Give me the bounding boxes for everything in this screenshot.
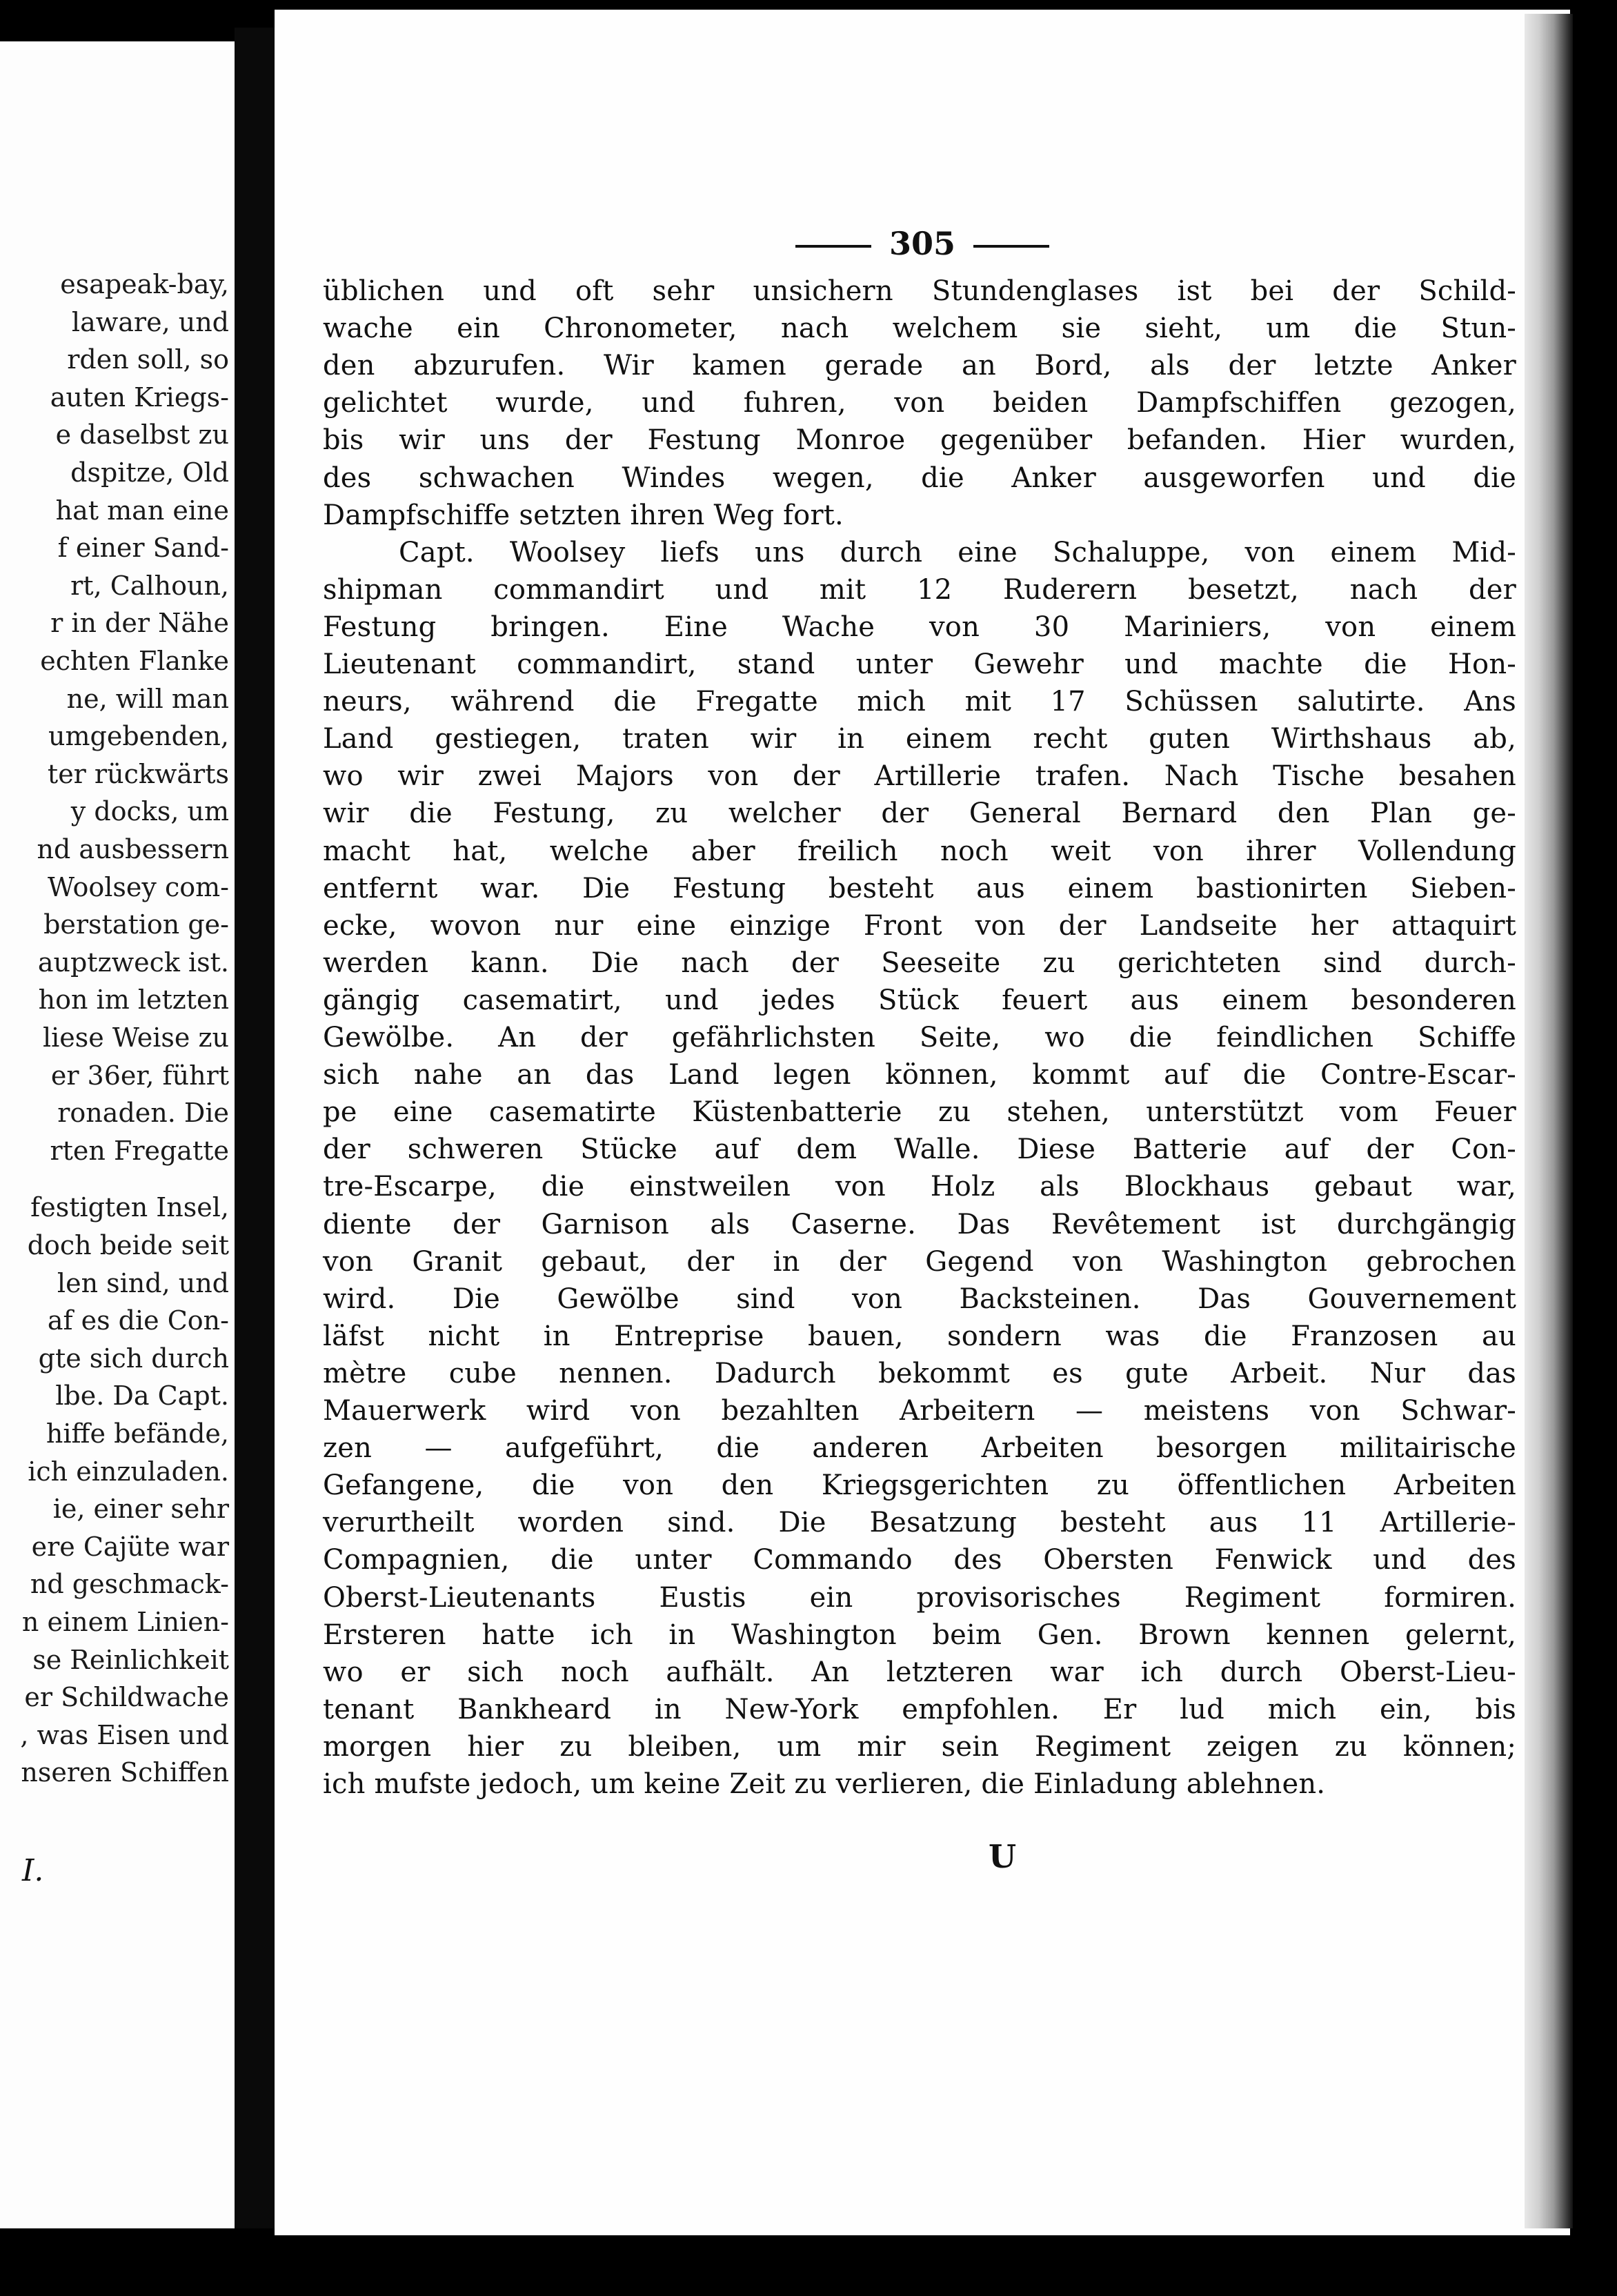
- body-text-line: den abzurufen. Wir kamen gerade an Bord, als der letzte Anker: [323, 350, 1516, 382]
- left-text-line: rden soll, so: [67, 344, 229, 375]
- left-text-line: r in der Nähe: [50, 608, 229, 639]
- left-text-line: ter rückwärts: [47, 758, 229, 789]
- page-header: [275, 225, 1570, 262]
- body-text-line: Lieutenant commandirt, stand unter Gewehr und machte die Hon-: [323, 649, 1516, 680]
- body-text-line: der schweren Stücke auf dem Walle. Diese Batterie auf der Con-: [323, 1134, 1516, 1166]
- body-text-line: verurtheilt worden sind. Die Besatzung besteht aus 11 Artillerie-: [323, 1507, 1516, 1539]
- body-text-line: Mauerwerk wird von bezahlten Arbeitern — meistens von Schwar-: [323, 1395, 1516, 1427]
- left-text-line: Woolsey com-: [48, 871, 229, 902]
- book-gutter: [235, 28, 276, 2228]
- left-text-line: nseren Schiffen: [21, 1757, 229, 1788]
- body-text-line: Dampfschiffe setzten ihren Weg fort.: [323, 499, 844, 531]
- page-edge: [1525, 14, 1573, 2228]
- left-text-line: e daselbst zu: [55, 419, 229, 451]
- left-text-line: , was Eisen und: [20, 1719, 229, 1750]
- left-text-line: laware, und: [71, 306, 229, 337]
- body-text-line: morgen hier zu bleiben, um mir sein Regiment zeigen zu können;: [323, 1730, 1516, 1763]
- body-text-line: diente der Garnison als Caserne. Das Revêtement ist durchgängig: [323, 1208, 1516, 1240]
- left-text-line: doch beide seit: [27, 1230, 229, 1260]
- left-text-line: er 36er, führt: [50, 1060, 229, 1091]
- left-text-line: rt, Calhoun,: [70, 570, 229, 601]
- body-text-line: Compagnien, die unter Commando des Obersten Fenwick und des: [323, 1544, 1516, 1576]
- header-rule-right: [973, 245, 1049, 248]
- body-text-line: wo er sich noch aufhält. An letzteren war ich durch Oberst-Lieu-: [323, 1656, 1516, 1688]
- left-text-line: gte sich durch: [38, 1343, 229, 1374]
- body-text-line: zen — aufgeführt, die anderen Arbeiten besorgen militairische: [323, 1432, 1516, 1465]
- left-text-line: len sind, und: [57, 1267, 229, 1298]
- body-text-line: werden kann. Die nach der Seeseite zu gerichteten sind durch-: [323, 947, 1516, 979]
- left-text-line: lbe. Da Capt.: [55, 1380, 229, 1412]
- left-text-line: nd geschmack-: [30, 1569, 229, 1600]
- body-text-line: wird. Die Gewölbe sind von Backsteinen. Das Gouvernement: [323, 1283, 1516, 1315]
- signature-mark: U: [989, 1838, 1017, 1875]
- body-text-line: Gefangene, die von den Kriegsgerichten zu öffentlichen Arbeiten: [323, 1469, 1516, 1502]
- left-text-line: se Reinlichkeit: [32, 1644, 229, 1675]
- body-text-line: läfst nicht in Entreprise bauen, sondern was die Franzosen au: [323, 1320, 1516, 1352]
- body-text-line: des schwachen Windes wegen, die Anker ausgeworfen und die: [323, 462, 1516, 494]
- body-text-line: pe eine casematirte Küstenbatterie zu stehen, unterstützt vom Feuer: [323, 1096, 1516, 1129]
- left-text-line: hat man eine: [55, 495, 229, 526]
- left-text-line: ich einzuladen.: [28, 1456, 229, 1487]
- body-text-line: Land gestiegen, traten wir in einem recht guten Wirthshaus ab,: [323, 723, 1516, 755]
- body-text-line: Ersteren hatte ich in Washington beim Gen. Brown kennen gelernt,: [323, 1619, 1516, 1651]
- left-page: [0, 41, 235, 2228]
- body-text-line: von Granit gebaut, der in der Gegend von Washington gebrochen: [323, 1245, 1516, 1278]
- left-text-line: f einer Sand-: [57, 533, 229, 564]
- page-number: 305: [889, 225, 956, 262]
- left-text-line: umgebenden,: [48, 721, 229, 752]
- body-text-line: Festung bringen. Eine Wache von 30 Mariniers, von einem: [323, 611, 1516, 643]
- left-text-line: hiffe befände,: [46, 1418, 229, 1449]
- left-text-line: liese Weise zu: [42, 1022, 229, 1053]
- body-text-line: Capt. Woolsey liefs uns durch eine Schaluppe, von einem Mid-: [399, 536, 1516, 568]
- body-text-line: Gewölbe. An der gefährlichsten Seite, wo die feindlichen Schiffe: [323, 1022, 1516, 1053]
- body-text-line: bis wir uns der Festung Monroe gegenüber befanden. Hier wurden,: [323, 424, 1516, 457]
- body-text-line: sich nahe an das Land legen können, kommt auf die Contre-Escar-: [323, 1059, 1516, 1091]
- body-text-line: shipman commandirt und mit 12 Ruderern besetzt, nach der: [323, 573, 1516, 606]
- body-text-line: ecke, wovon nur eine einzige Front von der Landseite her attaquirt: [323, 909, 1516, 942]
- body-text-line: wir die Festung, zu welcher der General Bernard den Plan ge-: [323, 798, 1516, 830]
- left-text-line: echten Flanke: [40, 646, 229, 676]
- left-text-line: er Schildwache: [24, 1682, 229, 1713]
- body-text-line: üblichen und oft sehr unsichern Stundenglases ist bei der Schild-: [323, 275, 1516, 307]
- left-text-line: ne, will man: [66, 683, 229, 714]
- body-text-line: wo wir zwei Majors von der Artillerie trafen. Nach Tische besahen: [323, 760, 1516, 793]
- body-text-line: macht hat, welche aber freilich noch weit von ihrer Vollendung: [323, 835, 1516, 867]
- body-text-line: tre-Escarpe, die einstweilen von Holz als Blockhaus gebaut war,: [323, 1171, 1516, 1203]
- left-text-line: hon im letzten: [38, 984, 229, 1016]
- header-rule-left: [795, 245, 871, 248]
- left-text-line: berstation ge-: [43, 909, 229, 940]
- left-text-line: ronaden. Die: [57, 1098, 229, 1129]
- body-text-line: wache ein Chronometer, nach welchem sie sieht, um die Stun-: [323, 313, 1516, 345]
- body-text-line: gelichtet wurde, und fuhren, von beiden Dampfschiffen gezogen,: [323, 387, 1516, 419]
- body-text-line: entfernt war. Die Festung besteht aus einem bastionirten Sieben-: [323, 872, 1516, 904]
- left-text-line: y docks, um: [70, 796, 229, 827]
- left-text-line: nd ausbessern: [37, 834, 229, 864]
- left-text-line: esapeak-bay,: [60, 269, 229, 299]
- body-text-line: gängig casematirt, und jedes Stück feuert aus einem besonderen: [323, 984, 1516, 1016]
- left-text-line: auptzweck ist.: [37, 947, 229, 978]
- body-text-line: neurs, während die Fregatte mich mit 17 Schüssen salutirte. Ans: [323, 686, 1516, 718]
- left-signature-mark: I.: [22, 1853, 44, 1888]
- left-text-line: dspitze, Old: [70, 457, 229, 488]
- left-text-line: af es die Con-: [47, 1305, 229, 1336]
- body-text-line: Oberst-Lieutenants Eustis ein provisorisches Regiment formiren.: [323, 1581, 1516, 1614]
- left-text-line: n einem Linien-: [21, 1607, 229, 1637]
- right-page: [275, 10, 1570, 2235]
- left-text-line: auten Kriegs-: [50, 382, 229, 413]
- body-text-line: ich mufste jedoch, um keine Zeit zu verlieren, die Einladung ablehnen.: [323, 1768, 1326, 1800]
- left-text-line: festigten Insel,: [30, 1192, 229, 1223]
- body-text-line: tenant Bankheard in New-York empfohlen. Er lud mich ein, bis: [323, 1693, 1516, 1725]
- left-text-line: ere Cajüte war: [31, 1531, 229, 1562]
- body-text-line: mètre cube nennen. Dadurch bekommt es gute Arbeit. Nur das: [323, 1357, 1516, 1389]
- left-text-line: rten Fregatte: [50, 1135, 229, 1166]
- left-text-line: ie, einer sehr: [52, 1494, 229, 1525]
